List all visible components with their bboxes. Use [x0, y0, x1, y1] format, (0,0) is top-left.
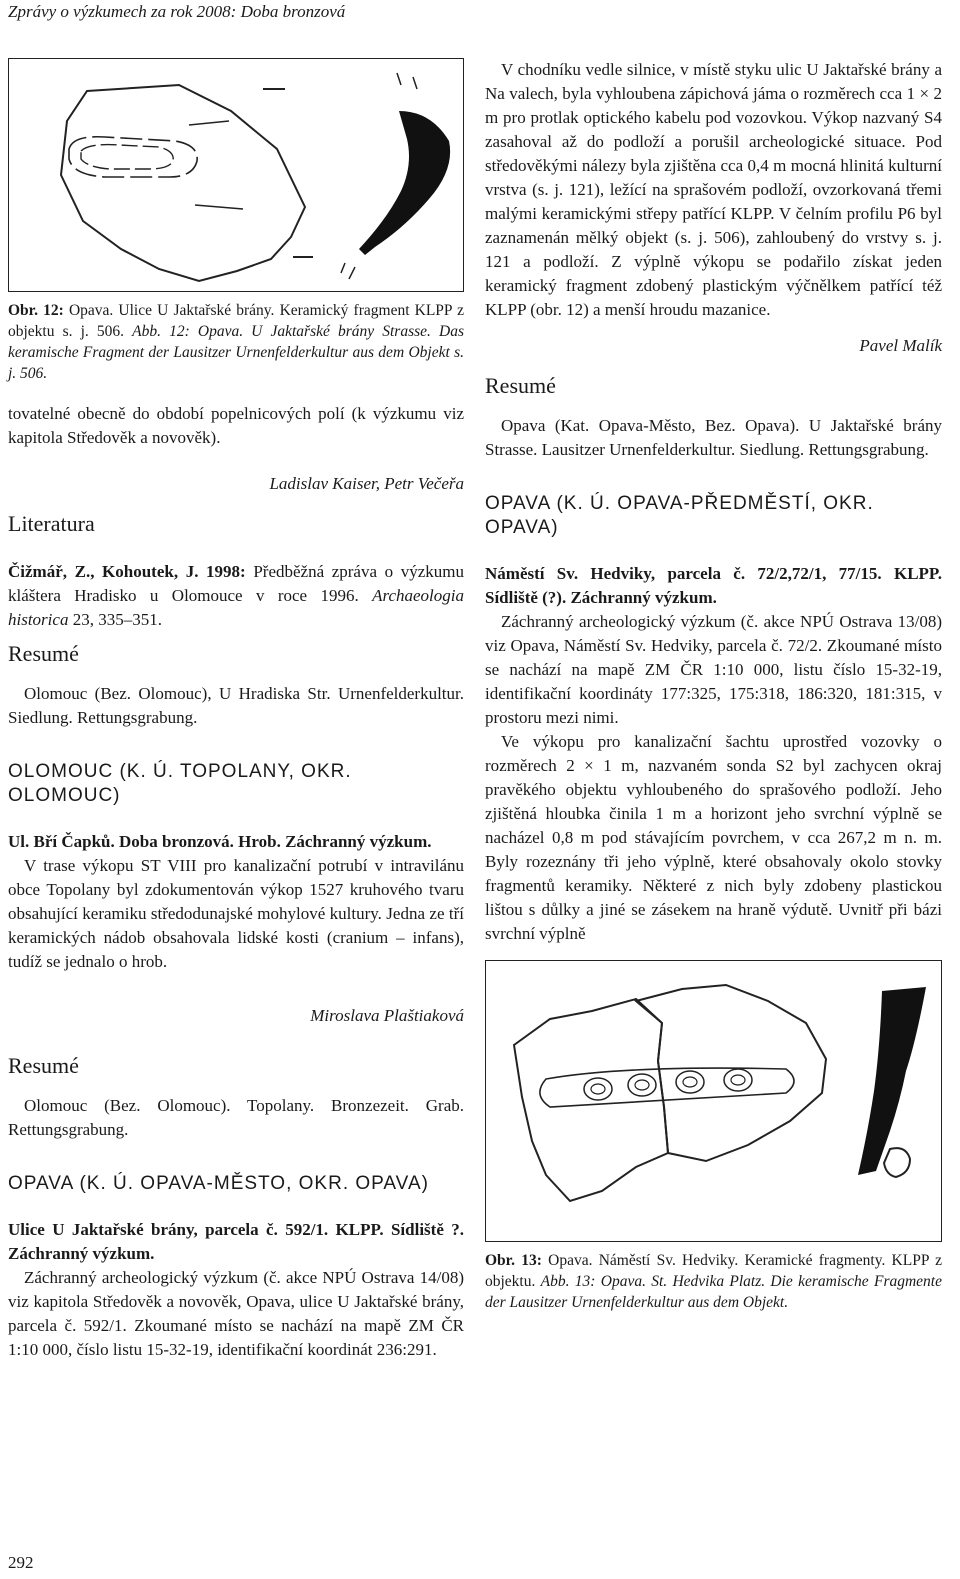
intro-paragraph: tovatelné obecně do období popelnicových polí (k výzkumu viz kapitola Středověk a novověk).	[8, 404, 464, 447]
running-head: Zprávy o výzkumech za rok 2008: Doba bronzová	[8, 2, 346, 21]
author-signature: Pavel Malík	[859, 336, 942, 355]
resume-text: Olomouc (Bez. Olomouc). Topolany. Bronzezeit. Grab. Rettungsgrabung.	[8, 1096, 464, 1139]
author-signature: Ladislav Kaiser, Petr Večeřa	[269, 474, 464, 493]
pottery-fragment-illustration	[9, 59, 463, 291]
caption-de-label: Abb. 13:	[540, 1273, 596, 1290]
section-heading-resume: Resumé	[485, 373, 556, 398]
literature-entry: Čižmář, Z., Kohoutek, J. 1998: Předběžná zpráva o výzkumu kláštera Hradisko u Olomouce v roce 1996. Archaeologia historica 23, 335–351.	[8, 562, 464, 629]
site-paragraph: Záchranný archeologický výzkum (č. akce NPÚ Ostrava 14/08) viz kapitola Středověk a novověk, Opava, ulice U Jaktařské brány, parcela č. 592/1. Zkoumané místo se nachází na mapě ZM ČR 1:10 000, číslo listu 15-32-19, identifikační koordinát 236:291.	[8, 1268, 464, 1359]
site-paragraph: Ve výkopu pro kanalizační šachtu uprostřed vozovky o rozměrech 2 × 1 m, nazvaném sonda S2 byl zachycen okraj pravěkého objektu vyhloubeného do sprašového podloží. Jeho zjištěná hloubka činila 1 m a horizont jeho svrchní výplně se nacházel 0,8 m pod stávajícím povrchem, v cca 267,2 m n. m. Byly rozeznány tři jeho výplně, které obsahovaly okolo stovky fragmentů keramiky. Některé z nich byly zdobeny plastickou lištou s důlky a jiné se zásekem na hraně výdutě. Uvnitř při bázi svrchní výplně	[485, 732, 942, 943]
figure-12-drawing	[8, 58, 464, 292]
section-heading-literatura: Literatura	[8, 511, 95, 536]
site-subheading: Ulice U Jaktařské brány, parcela č. 592/1. KLPP. Sídliště ?. Záchranný výzkum.	[8, 1220, 464, 1263]
site-heading-opava-predmesti: OPAVA (K. Ú. OPAVA-PŘEDMĚSTÍ, OKR. OPAVA)	[485, 493, 874, 538]
site-paragraph: V trase výkopu ST VIII pro kanalizační potrubí v intravilánu obce Topolany byl zdokumentován výkop 1527 kruhového tvaru obsahující keramiku středodunajské mohylové kultury. Jedna ze tří keramických nádob obsahovala lidské kosti (cranium – infans), tudíž se jednalo o hrob.	[8, 856, 464, 971]
caption-label: Obr. 12:	[8, 302, 64, 319]
site-subheading: Náměstí Sv. Hedviky, parcela č. 72/2,72/1, 77/15. KLPP. Sídliště (?). Záchranný výzkum.	[485, 564, 942, 607]
figure-13-caption: Obr. 13: Opava. Náměstí Sv. Hedviky. Keramické fragmenty. KLPP z objektu. Abb. 13: Opava. St. Hedvika Platz. Die keramische Fragmente der Lausitzer Urnenfelderkultur aus dem Objekt.	[485, 1252, 942, 1311]
site-subheading: Ul. Bří Čapků. Doba bronzová. Hrob. Záchranný výzkum.	[8, 832, 432, 851]
caption-de-label: Abb. 12:	[132, 323, 190, 340]
figure-13-drawing	[485, 960, 942, 1242]
site-heading-olomouc: OLOMOUC (K. Ú. TOPOLANY, OKR. OLOMOUC)	[8, 761, 352, 806]
left-column	[8, 58, 464, 1362]
site-heading-opava-mesto: OPAVA (K. Ú. OPAVA-MĚSTO, OKR. OPAVA)	[8, 1173, 429, 1194]
site-paragraph: V chodníku vedle silnice, v místě styku ulic U Jaktařské brány a Na valech, byla vyhloubena zápichová jáma o rozměrech cca 1 × 2 m pro protlak optického kabelu pod vozovkou. Výkop nazvaný S4 zasahoval až do podloží a porušil archeologické situace. Pod středověkými nálezy byla zjištěna cca 0,4 m mocná hlinitá kulturní vrstva (s. j. 121), ležící na sprašovém podloží, ovzorkovaná třemi malými keramickými střepy patřící KLPP. V čelním profilu P6 byl zaznamenán mělký objekt (s. j. 506), zahloubený do vrstvy s. j. 121 a podloží. Z výplně výkopu se podařilo získat jeden keramický fragment zdobený plastickým výčnělkem patřící též KLPP (obr. 12) a menší hroudu mazanice.	[485, 60, 942, 319]
site-paragraph: Záchranný archeologický výzkum (č. akce NPÚ Ostrava 13/08) viz Opava, Náměstí Sv. Hedviky, parcela č. 72/2. Zkoumané místo se nachází na mapě ZM ČR 1:10 000, listu číslo 15-32-19, identifikační koordináty 177:325, 175:318, 186:320, 181:315, v prostoru mezi nimi.	[485, 612, 942, 727]
resume-text: Opava (Kat. Opava-Město, Bez. Opava). U Jaktařské brány Strasse. Lausitzer Urnenfelderkultur. Siedlung. Rettungsgrabung.	[485, 416, 942, 459]
page-number: 292	[8, 1553, 34, 1572]
section-heading-resume: Resumé	[8, 1053, 79, 1078]
figure-12-caption: Obr. 12: Opava. Ulice U Jaktařské brány. Keramický fragment KLPP z objektu s. j. 506. Abb. 12: Opava. U Jaktařské brány Strasse. Das keramische Fragment der Lausitzer Urnenfelderkultur aus dem Objekt s. j. 506.	[8, 302, 464, 382]
section-heading-resume: Resumé	[8, 641, 79, 666]
author-signature: Miroslava Plaštiaková	[310, 1006, 464, 1025]
resume-text: Olomouc (Bez. Olomouc), U Hradiska Str. Urnenfelderkultur. Siedlung. Rettungsgrabung.	[8, 684, 464, 727]
right-column	[485, 58, 942, 1313]
caption-label: Obr. 13:	[485, 1252, 542, 1269]
pottery-fragments-illustration	[486, 961, 941, 1241]
